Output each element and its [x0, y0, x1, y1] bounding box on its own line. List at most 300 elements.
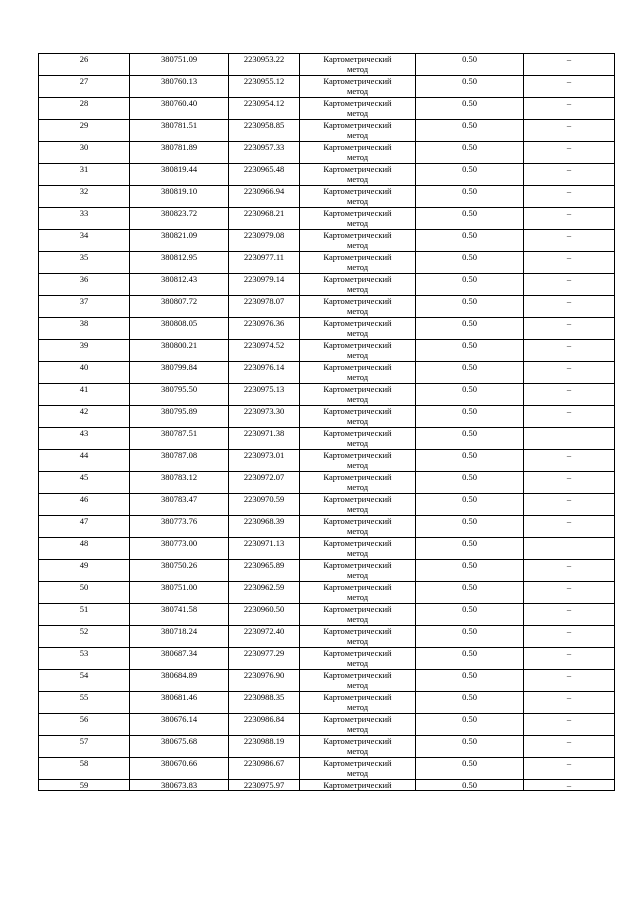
y-coordinate-cell: 2230958.85: [229, 120, 300, 142]
method-cell: [300, 340, 416, 362]
point-number-cell: 33: [39, 208, 130, 230]
method-line-1: Картометрический: [323, 604, 392, 614]
method-line-1: Картометрический: [323, 670, 392, 680]
accuracy-cell: 0.50: [416, 164, 524, 186]
x-coordinate-cell: 380670.66: [130, 758, 229, 780]
method-line-2: метод: [346, 372, 369, 382]
method-line-1: Картометрический: [323, 560, 392, 570]
x-coordinate-cell: 380673.83: [130, 780, 229, 791]
method-line-1: Картометрический: [323, 230, 392, 240]
method-line-1: Картометрический: [323, 274, 392, 284]
method-line-1: Картометрический: [323, 318, 392, 328]
y-coordinate-cell: 2230986.67: [229, 758, 300, 780]
method-line-2: метод: [346, 86, 369, 96]
table-row: [39, 230, 615, 252]
method-cell: [300, 604, 416, 626]
method-cell: [300, 230, 416, 252]
point-number-cell: 46: [39, 494, 130, 516]
method-line-2: метод: [346, 636, 369, 646]
x-coordinate-cell: 380681.46: [130, 692, 229, 714]
point-number-cell: 29: [39, 120, 130, 142]
accuracy-cell: 0.50: [416, 252, 524, 274]
note-cell: –: [524, 142, 615, 164]
method-line-1: Картометрический: [323, 714, 392, 724]
y-coordinate-cell: 2230977.11: [229, 252, 300, 274]
method-line-1: Картометрический: [323, 758, 392, 768]
table-row: [39, 494, 615, 516]
accuracy-cell: 0.50: [416, 296, 524, 318]
x-coordinate-cell: 380821.09: [130, 230, 229, 252]
y-coordinate-cell: 2230955.12: [229, 76, 300, 98]
point-number-cell: 28: [39, 98, 130, 120]
accuracy-cell: 0.50: [416, 538, 524, 560]
method-line-1: Картометрический: [323, 780, 392, 790]
note-cell: –: [524, 450, 615, 472]
y-coordinate-cell: 2230975.13: [229, 384, 300, 406]
y-coordinate-cell: 2230965.89: [229, 560, 300, 582]
point-number-cell: 35: [39, 252, 130, 274]
point-number-cell: 48: [39, 538, 130, 560]
y-coordinate-cell: 2230970.59: [229, 494, 300, 516]
table-row: [39, 76, 615, 98]
table-row: [39, 252, 615, 274]
note-cell: –: [524, 252, 615, 274]
accuracy-cell: 0.50: [416, 208, 524, 230]
note-cell: –: [524, 274, 615, 296]
method-line-2: метод: [346, 240, 369, 250]
point-number-cell: 30: [39, 142, 130, 164]
point-number-cell: 58: [39, 758, 130, 780]
x-coordinate-cell: 380787.51: [130, 428, 229, 450]
table-row: [39, 648, 615, 670]
point-number-cell: 37: [39, 296, 130, 318]
method-cell: [300, 780, 416, 791]
y-coordinate-cell: 2230954.12: [229, 98, 300, 120]
method-line-1: Картометрический: [323, 582, 392, 592]
method-line-1: Картометрический: [323, 142, 392, 152]
y-coordinate-cell: 2230974.52: [229, 340, 300, 362]
point-number-cell: 45: [39, 472, 130, 494]
method-cell: [300, 252, 416, 274]
method-cell: [300, 648, 416, 670]
table-row: [39, 780, 615, 791]
method-line-2: метод: [346, 196, 369, 206]
method-line-1: Картометрический: [323, 98, 392, 108]
note-cell: –: [524, 604, 615, 626]
method-line-1: Картометрический: [323, 164, 392, 174]
method-line-2: метод: [346, 152, 369, 162]
table-row: [39, 318, 615, 340]
method-line-1: Картометрический: [323, 252, 392, 262]
y-coordinate-cell: 2230988.19: [229, 736, 300, 758]
point-number-cell: 57: [39, 736, 130, 758]
note-cell: –: [524, 516, 615, 538]
table-row: [39, 340, 615, 362]
point-number-cell: 27: [39, 76, 130, 98]
coordinates-table-body: [39, 54, 615, 791]
point-number-cell: 44: [39, 450, 130, 472]
point-number-cell: 54: [39, 670, 130, 692]
accuracy-cell: 0.50: [416, 604, 524, 626]
method-cell: [300, 274, 416, 296]
y-coordinate-cell: 2230972.40: [229, 626, 300, 648]
accuracy-cell: 0.50: [416, 626, 524, 648]
method-line-1: Картометрический: [323, 384, 392, 394]
method-line-1: Картометрический: [323, 120, 392, 130]
point-number-cell: 59: [39, 780, 130, 791]
method-cell: [300, 406, 416, 428]
method-line-2: метод: [346, 438, 369, 448]
note-cell: –: [524, 670, 615, 692]
y-coordinate-cell: 2230979.08: [229, 230, 300, 252]
x-coordinate-cell: 380781.89: [130, 142, 229, 164]
method-cell: [300, 626, 416, 648]
method-line-1: Картометрический: [323, 54, 392, 64]
note-cell: –: [524, 780, 615, 791]
x-coordinate-cell: 380795.50: [130, 384, 229, 406]
method-cell: [300, 450, 416, 472]
x-coordinate-cell: 380675.68: [130, 736, 229, 758]
point-number-cell: 26: [39, 54, 130, 76]
method-line-2: метод: [346, 460, 369, 470]
method-cell: [300, 362, 416, 384]
accuracy-cell: 0.50: [416, 758, 524, 780]
x-coordinate-cell: 380783.47: [130, 494, 229, 516]
note-cell: –: [524, 186, 615, 208]
x-coordinate-cell: 380760.13: [130, 76, 229, 98]
table-row: [39, 142, 615, 164]
point-number-cell: 34: [39, 230, 130, 252]
table-row: [39, 582, 615, 604]
x-coordinate-cell: 380741.58: [130, 604, 229, 626]
y-coordinate-cell: 2230978.07: [229, 296, 300, 318]
accuracy-cell: 0.50: [416, 560, 524, 582]
table-row: [39, 428, 615, 450]
table-row: [39, 560, 615, 582]
note-cell: –: [524, 384, 615, 406]
table-row: [39, 164, 615, 186]
note-cell: –: [524, 560, 615, 582]
x-coordinate-cell: 380807.72: [130, 296, 229, 318]
accuracy-cell: 0.50: [416, 230, 524, 252]
x-coordinate-cell: 380783.12: [130, 472, 229, 494]
method-line-2: метод: [346, 658, 369, 668]
accuracy-cell: 0.50: [416, 362, 524, 384]
table-row: [39, 54, 615, 76]
y-coordinate-cell: 2230966.94: [229, 186, 300, 208]
point-number-cell: 55: [39, 692, 130, 714]
table-row: [39, 98, 615, 120]
method-cell: [300, 296, 416, 318]
note-cell: –: [524, 472, 615, 494]
table-row: [39, 714, 615, 736]
accuracy-cell: 0.50: [416, 780, 524, 791]
point-number-cell: 39: [39, 340, 130, 362]
method-line-2: метод: [346, 262, 369, 272]
x-coordinate-cell: 380819.44: [130, 164, 229, 186]
table-row: [39, 186, 615, 208]
x-coordinate-cell: 380823.72: [130, 208, 229, 230]
method-line-1: Картометрический: [323, 406, 392, 416]
note-cell: –: [524, 714, 615, 736]
table-row: [39, 406, 615, 428]
x-coordinate-cell: 380718.24: [130, 626, 229, 648]
accuracy-cell: 0.50: [416, 274, 524, 296]
method-line-2: метод: [346, 416, 369, 426]
method-line-2: метод: [346, 768, 369, 778]
y-coordinate-cell: 2230976.14: [229, 362, 300, 384]
coordinates-table: [38, 53, 615, 791]
note-cell: –: [524, 296, 615, 318]
accuracy-cell: 0.50: [416, 54, 524, 76]
x-coordinate-cell: 380676.14: [130, 714, 229, 736]
table-row: [39, 516, 615, 538]
note-cell: –: [524, 164, 615, 186]
x-coordinate-cell: 380760.40: [130, 98, 229, 120]
method-line-2: метод: [346, 526, 369, 536]
method-line-2: метод: [346, 350, 369, 360]
note-cell: –: [524, 318, 615, 340]
table-row: [39, 450, 615, 472]
point-number-cell: 51: [39, 604, 130, 626]
accuracy-cell: 0.50: [416, 714, 524, 736]
method-cell: [300, 670, 416, 692]
accuracy-cell: 0.50: [416, 318, 524, 340]
point-number-cell: 53: [39, 648, 130, 670]
accuracy-cell: 0.50: [416, 120, 524, 142]
table-row: [39, 736, 615, 758]
y-coordinate-cell: 2230960.50: [229, 604, 300, 626]
y-coordinate-cell: 2230962.59: [229, 582, 300, 604]
x-coordinate-cell: 380787.08: [130, 450, 229, 472]
method-cell: [300, 560, 416, 582]
method-cell: [300, 736, 416, 758]
method-line-1: Картометрический: [323, 648, 392, 658]
accuracy-cell: 0.50: [416, 516, 524, 538]
accuracy-cell: 0.50: [416, 98, 524, 120]
method-cell: [300, 758, 416, 780]
y-coordinate-cell: 2230973.01: [229, 450, 300, 472]
note-cell: –: [524, 626, 615, 648]
x-coordinate-cell: 380687.34: [130, 648, 229, 670]
y-coordinate-cell: 2230976.36: [229, 318, 300, 340]
method-line-2: метод: [346, 306, 369, 316]
method-cell: [300, 538, 416, 560]
x-coordinate-cell: 380781.51: [130, 120, 229, 142]
y-coordinate-cell: 2230968.21: [229, 208, 300, 230]
table-row: [39, 472, 615, 494]
method-line-1: Картометрический: [323, 516, 392, 526]
point-number-cell: 32: [39, 186, 130, 208]
method-cell: [300, 164, 416, 186]
point-number-cell: 41: [39, 384, 130, 406]
note-cell: –: [524, 362, 615, 384]
method-line-2: метод: [346, 174, 369, 184]
method-cell: [300, 472, 416, 494]
note-cell: –: [524, 120, 615, 142]
table-row: [39, 208, 615, 230]
point-number-cell: 50: [39, 582, 130, 604]
point-number-cell: 43: [39, 428, 130, 450]
accuracy-cell: 0.50: [416, 582, 524, 604]
method-line-1: Картометрический: [323, 208, 392, 218]
method-line-1: Картометрический: [323, 76, 392, 86]
note-cell: –: [524, 340, 615, 362]
method-line-2: метод: [346, 702, 369, 712]
method-cell: [300, 318, 416, 340]
method-cell: [300, 516, 416, 538]
accuracy-cell: 0.50: [416, 186, 524, 208]
x-coordinate-cell: 380773.76: [130, 516, 229, 538]
accuracy-cell: 0.50: [416, 340, 524, 362]
method-line-1: Картометрический: [323, 296, 392, 306]
note-cell: [524, 538, 615, 560]
table-row: [39, 758, 615, 780]
method-line-1: Картометрический: [323, 362, 392, 372]
table-row: [39, 296, 615, 318]
method-line-2: метод: [346, 218, 369, 228]
x-coordinate-cell: 380819.10: [130, 186, 229, 208]
method-line-1: Картометрический: [323, 626, 392, 636]
method-cell: [300, 582, 416, 604]
table-row: [39, 362, 615, 384]
method-cell: [300, 76, 416, 98]
method-line-1: Картометрический: [323, 736, 392, 746]
accuracy-cell: 0.50: [416, 736, 524, 758]
table-row: [39, 604, 615, 626]
point-number-cell: 38: [39, 318, 130, 340]
y-coordinate-cell: 2230975.97: [229, 780, 300, 791]
method-line-2: метод: [346, 130, 369, 140]
method-line-2: метод: [346, 746, 369, 756]
method-cell: [300, 692, 416, 714]
note-cell: –: [524, 406, 615, 428]
method-cell: [300, 428, 416, 450]
x-coordinate-cell: 380795.89: [130, 406, 229, 428]
y-coordinate-cell: 2230979.14: [229, 274, 300, 296]
method-cell: [300, 120, 416, 142]
accuracy-cell: 0.50: [416, 692, 524, 714]
method-line-1: Картометрический: [323, 428, 392, 438]
note-cell: –: [524, 736, 615, 758]
point-number-cell: 47: [39, 516, 130, 538]
method-line-2: метод: [346, 614, 369, 624]
method-line-2: метод: [346, 108, 369, 118]
point-number-cell: 42: [39, 406, 130, 428]
method-line-1: Картометрический: [323, 186, 392, 196]
table-row: [39, 692, 615, 714]
note-cell: –: [524, 494, 615, 516]
method-line-2: метод: [346, 570, 369, 580]
point-number-cell: 36: [39, 274, 130, 296]
method-line-1: Картометрический: [323, 450, 392, 460]
note-cell: –: [524, 208, 615, 230]
x-coordinate-cell: 380808.05: [130, 318, 229, 340]
note-cell: –: [524, 76, 615, 98]
table-row: [39, 626, 615, 648]
table-row: [39, 384, 615, 406]
table-row: [39, 670, 615, 692]
method-cell: [300, 384, 416, 406]
y-coordinate-cell: 2230953.22: [229, 54, 300, 76]
table-row: [39, 120, 615, 142]
x-coordinate-cell: 380800.21: [130, 340, 229, 362]
method-cell: [300, 494, 416, 516]
table-row: [39, 538, 615, 560]
method-line-1: Картометрический: [323, 538, 392, 548]
point-number-cell: 56: [39, 714, 130, 736]
point-number-cell: 40: [39, 362, 130, 384]
accuracy-cell: 0.50: [416, 494, 524, 516]
accuracy-cell: 0.50: [416, 428, 524, 450]
accuracy-cell: 0.50: [416, 384, 524, 406]
y-coordinate-cell: 2230973.30: [229, 406, 300, 428]
x-coordinate-cell: 380773.00: [130, 538, 229, 560]
table-row: [39, 274, 615, 296]
point-number-cell: 31: [39, 164, 130, 186]
note-cell: –: [524, 98, 615, 120]
method-line-2: метод: [346, 394, 369, 404]
method-cell: [300, 142, 416, 164]
y-coordinate-cell: 2230957.33: [229, 142, 300, 164]
y-coordinate-cell: 2230988.35: [229, 692, 300, 714]
method-cell: [300, 186, 416, 208]
method-line-1: Картометрический: [323, 494, 392, 504]
method-cell: [300, 208, 416, 230]
method-line-2: метод: [346, 592, 369, 602]
x-coordinate-cell: 380751.09: [130, 54, 229, 76]
point-number-cell: 49: [39, 560, 130, 582]
method-line-1: Картометрический: [323, 472, 392, 482]
x-coordinate-cell: 380751.00: [130, 582, 229, 604]
method-line-2: метод: [346, 548, 369, 558]
note-cell: –: [524, 54, 615, 76]
x-coordinate-cell: 380812.95: [130, 252, 229, 274]
x-coordinate-cell: 380750.26: [130, 560, 229, 582]
method-line-2: метод: [346, 680, 369, 690]
accuracy-cell: 0.50: [416, 406, 524, 428]
y-coordinate-cell: 2230971.13: [229, 538, 300, 560]
y-coordinate-cell: 2230986.84: [229, 714, 300, 736]
method-line-1: Картометрический: [323, 340, 392, 350]
y-coordinate-cell: 2230965.48: [229, 164, 300, 186]
y-coordinate-cell: 2230972.07: [229, 472, 300, 494]
method-cell: [300, 714, 416, 736]
x-coordinate-cell: 380684.89: [130, 670, 229, 692]
accuracy-cell: 0.50: [416, 76, 524, 98]
accuracy-cell: 0.50: [416, 450, 524, 472]
x-coordinate-cell: 380799.84: [130, 362, 229, 384]
y-coordinate-cell: 2230968.39: [229, 516, 300, 538]
note-cell: [524, 428, 615, 450]
note-cell: –: [524, 230, 615, 252]
y-coordinate-cell: 2230977.29: [229, 648, 300, 670]
method-cell: [300, 98, 416, 120]
method-line-2: метод: [346, 482, 369, 492]
accuracy-cell: 0.50: [416, 648, 524, 670]
method-line-2: метод: [346, 328, 369, 338]
method-line-2: метод: [346, 504, 369, 514]
note-cell: –: [524, 692, 615, 714]
note-cell: –: [524, 582, 615, 604]
method-line-2: метод: [346, 284, 369, 294]
method-line-2: метод: [346, 64, 369, 74]
method-line-1: Картометрический: [323, 692, 392, 702]
accuracy-cell: 0.50: [416, 670, 524, 692]
note-cell: –: [524, 758, 615, 780]
y-coordinate-cell: 2230976.90: [229, 670, 300, 692]
note-cell: –: [524, 648, 615, 670]
